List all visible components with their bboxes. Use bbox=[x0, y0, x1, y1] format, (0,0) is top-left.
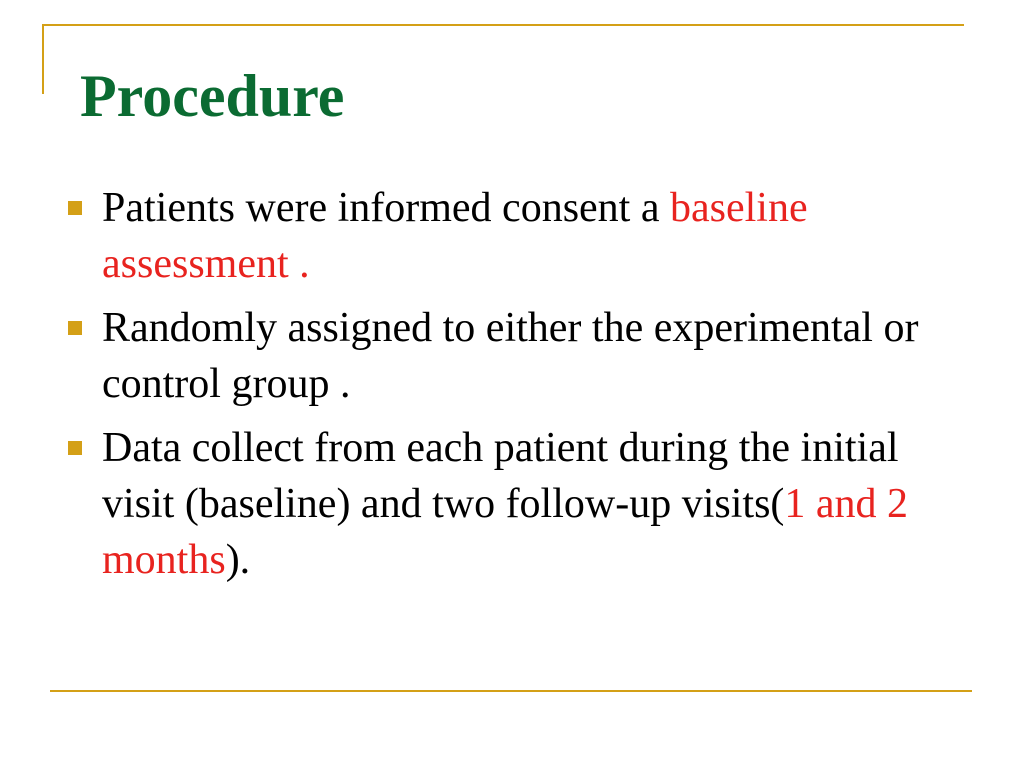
bullet-text-after: ). bbox=[225, 537, 251, 583]
bullet-highlight: 1 and 2 months bbox=[102, 481, 909, 583]
square-bullet-icon bbox=[68, 441, 82, 455]
bullet-item-data-collection bbox=[64, 420, 974, 588]
square-bullet-icon bbox=[68, 321, 82, 335]
top-divider-line bbox=[42, 24, 964, 26]
bullet-item-randomization bbox=[64, 300, 974, 412]
square-bullet-icon bbox=[68, 201, 82, 215]
bullet-highlight: baseline assessment . bbox=[102, 185, 808, 287]
bullet-text: Randomly assigned to either the experimental or control group . bbox=[102, 305, 919, 407]
bullet-text: Patients were informed consent a bbox=[102, 185, 670, 231]
left-accent-line bbox=[42, 24, 44, 94]
bullet-text: Data collect from each patient during the initial visit (baseline) and two follow-up visits( bbox=[102, 425, 899, 527]
bullet-list bbox=[64, 180, 974, 596]
slide-title: Procedure bbox=[80, 63, 345, 129]
bullet-item-consent bbox=[64, 180, 974, 292]
bottom-divider-line bbox=[50, 690, 972, 692]
